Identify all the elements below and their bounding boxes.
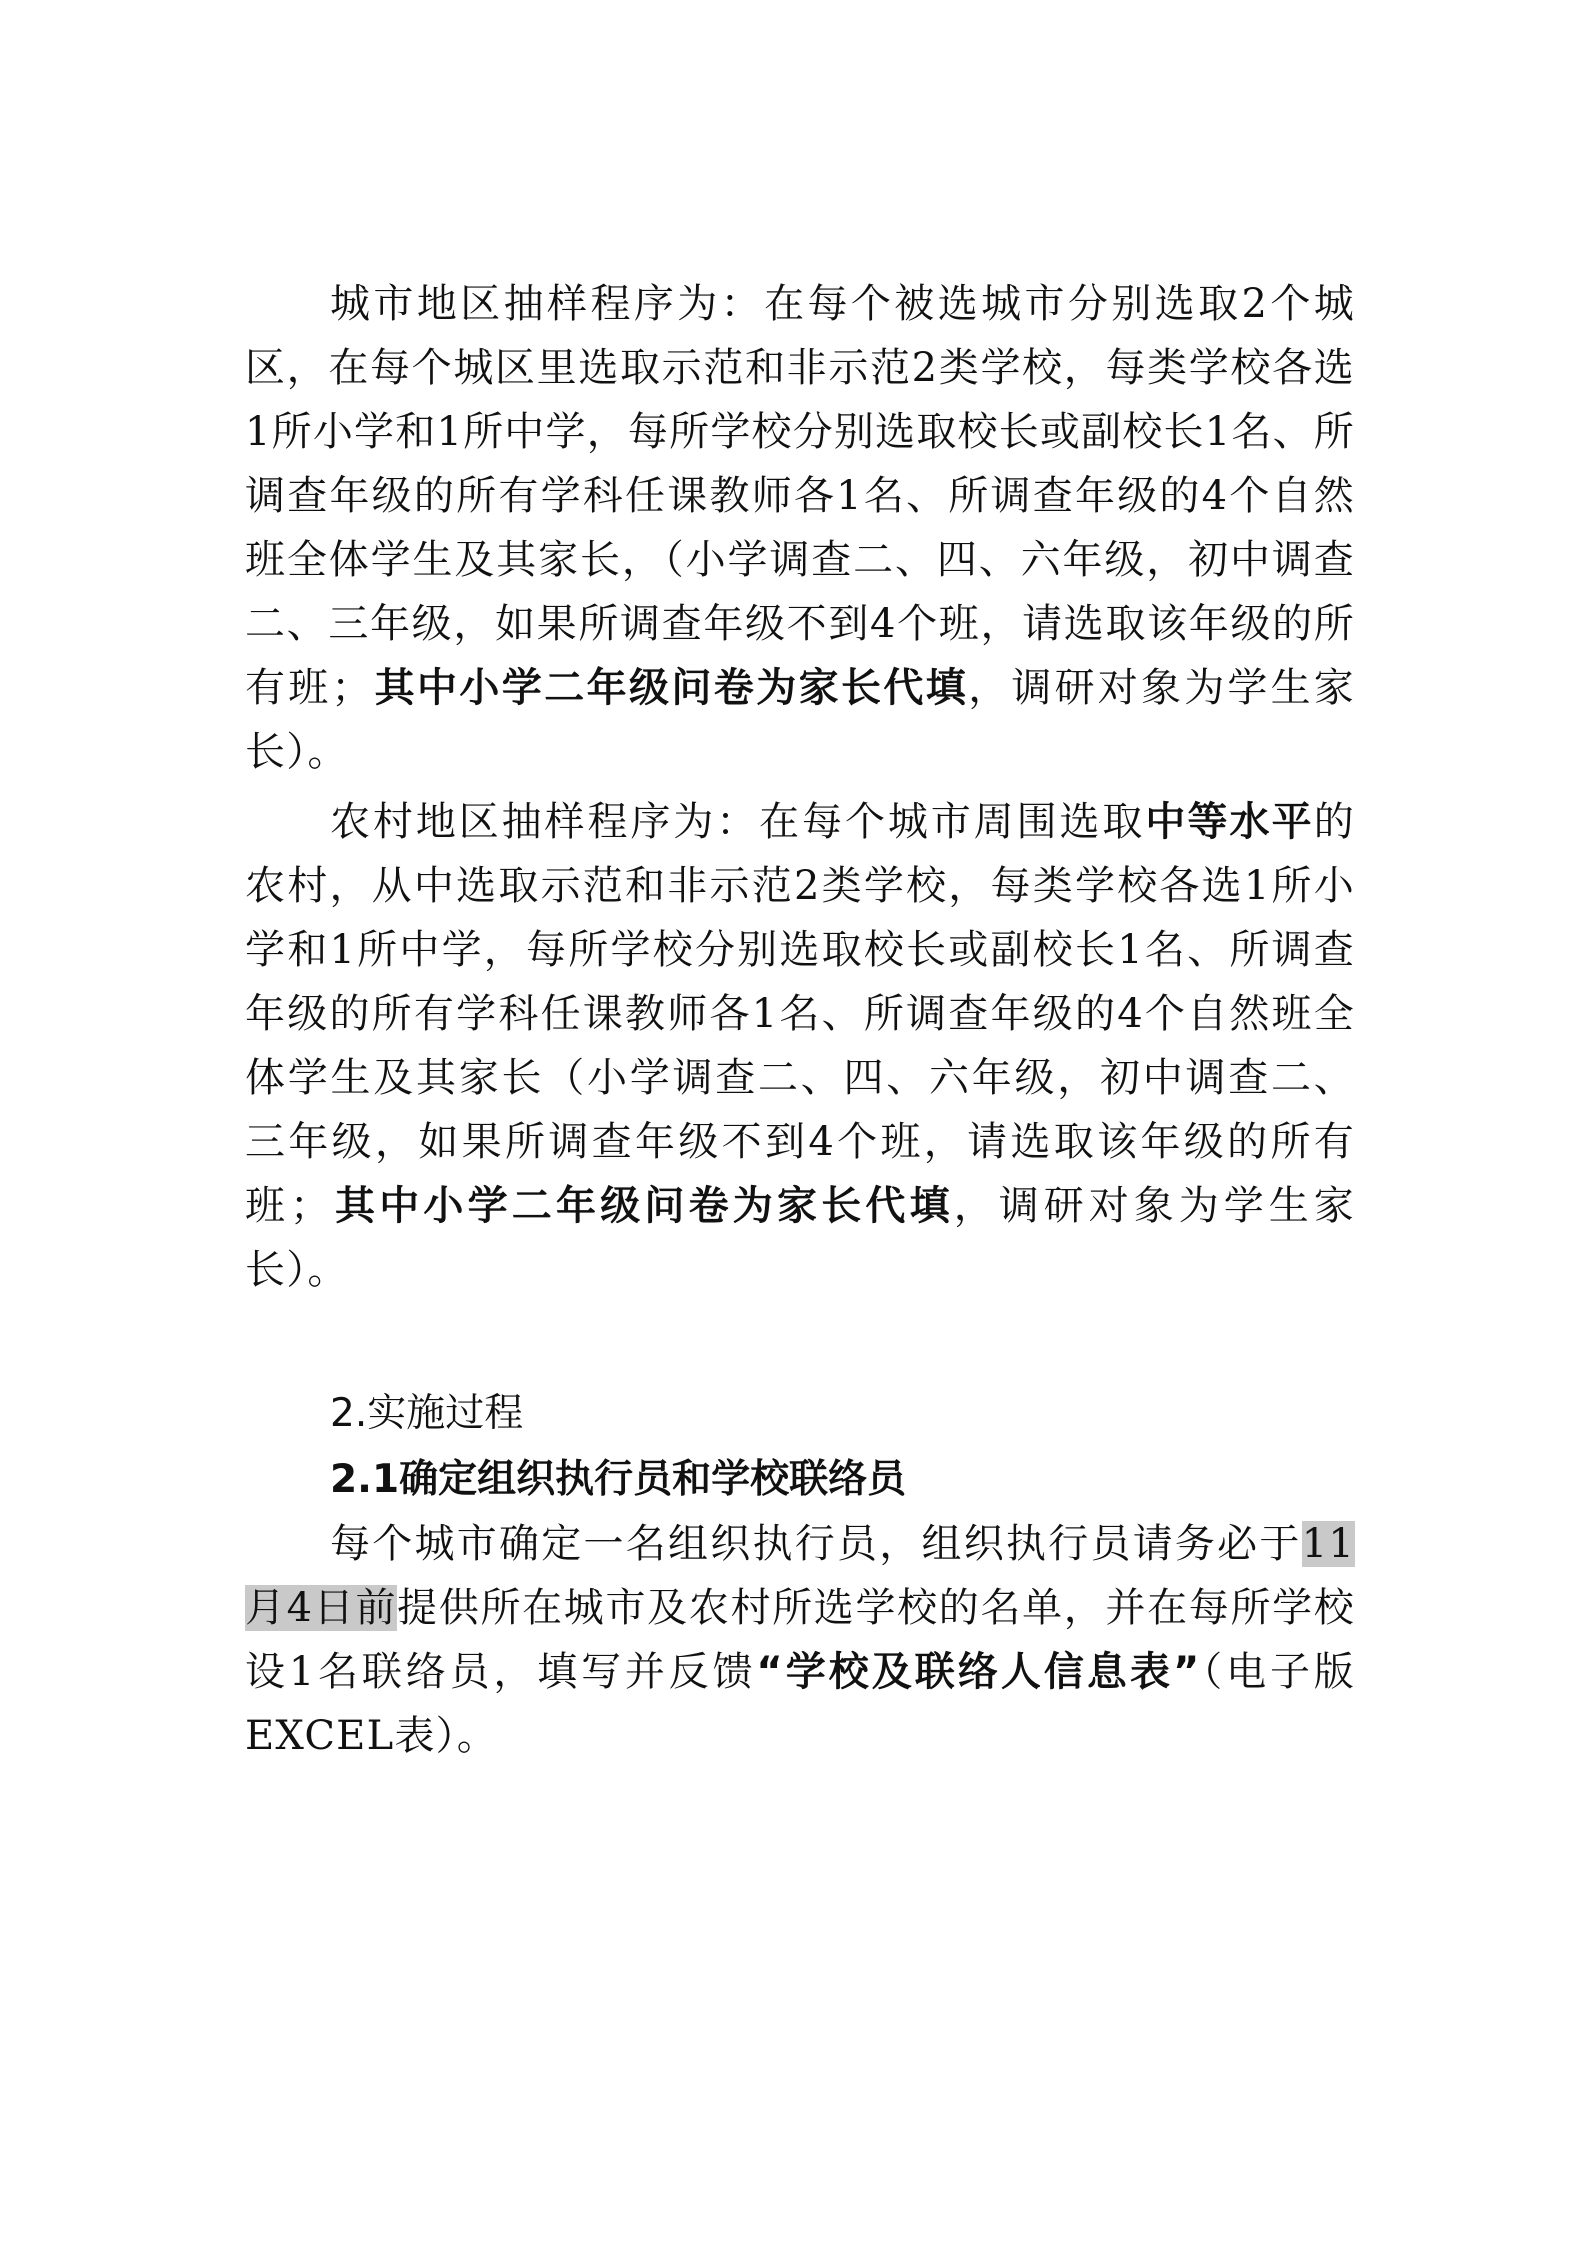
paragraph-city-sampling xyxy=(245,272,1355,784)
paragraph-text: ，调研对象为学生家长）。 xyxy=(245,665,1355,775)
paragraph-text: 提供所在城市及农村所选学校的名单，并在每所学校设1名联络员，填写并反馈 xyxy=(245,1585,1355,1695)
paragraph-text: （电子版EXCEL表）。 xyxy=(245,1649,1355,1759)
highlighted-deadline: 11月4日前 xyxy=(245,1521,1355,1631)
paragraph-executor xyxy=(245,1512,1355,1768)
subsection-heading-executors: 2.1确定组织执行员和学校联络员 xyxy=(330,1457,907,1502)
paragraph-rural-sampling xyxy=(245,790,1355,1302)
bold-emphasis: 中等水平 xyxy=(1145,799,1314,845)
document-body xyxy=(245,272,1355,1768)
paragraph-text: 每个城市确定一名组织执行员，组织执行员请务必于 xyxy=(330,1521,1302,1567)
bold-emphasis: 其中小学二年级问卷为家长代填 xyxy=(372,665,969,711)
paragraph-text: 的农村，从中选取示范和非示范2类学校，每类学校各选1所小学和1所中学，每所学校分别选取校长或副校长1名、所调查年级的所有学科任课教师各1名、所调查年级的4个自然班全体学生及其家长（小学调查二、四、六年级，初中调查二、三年级，如果所调查年级不到4个班，请选取该年级的所有班； xyxy=(245,799,1355,1229)
bold-form-name: “学校及联络人信息表” xyxy=(756,1649,1200,1695)
paragraph-text: ，调研对象为学生家长）。 xyxy=(245,1183,1355,1293)
paragraph-text: 农村地区抽样程序为：在每个城市周围选取 xyxy=(330,799,1146,845)
paragraph-text: 城市地区抽样程序为：在每个被选城市分别选取2个城区，在每个城区里选取示范和非示范2类学校，每类学校各选1所小学和1所中学，每所学校分别选取校长或副校长1名、所调查年级的所有学科任课教师各1名、所调查年级的4个自然班全体学生及其家长，（小学调查二、四、六年级，初中调查二、三年级，如果所调查年级不到4个班，请选取该年级的所有班； xyxy=(245,281,1355,711)
section-heading-implementation: 2.实施过程 xyxy=(330,1391,524,1436)
bold-emphasis: 其中小学二年级问卷为家长代填 xyxy=(331,1183,954,1229)
